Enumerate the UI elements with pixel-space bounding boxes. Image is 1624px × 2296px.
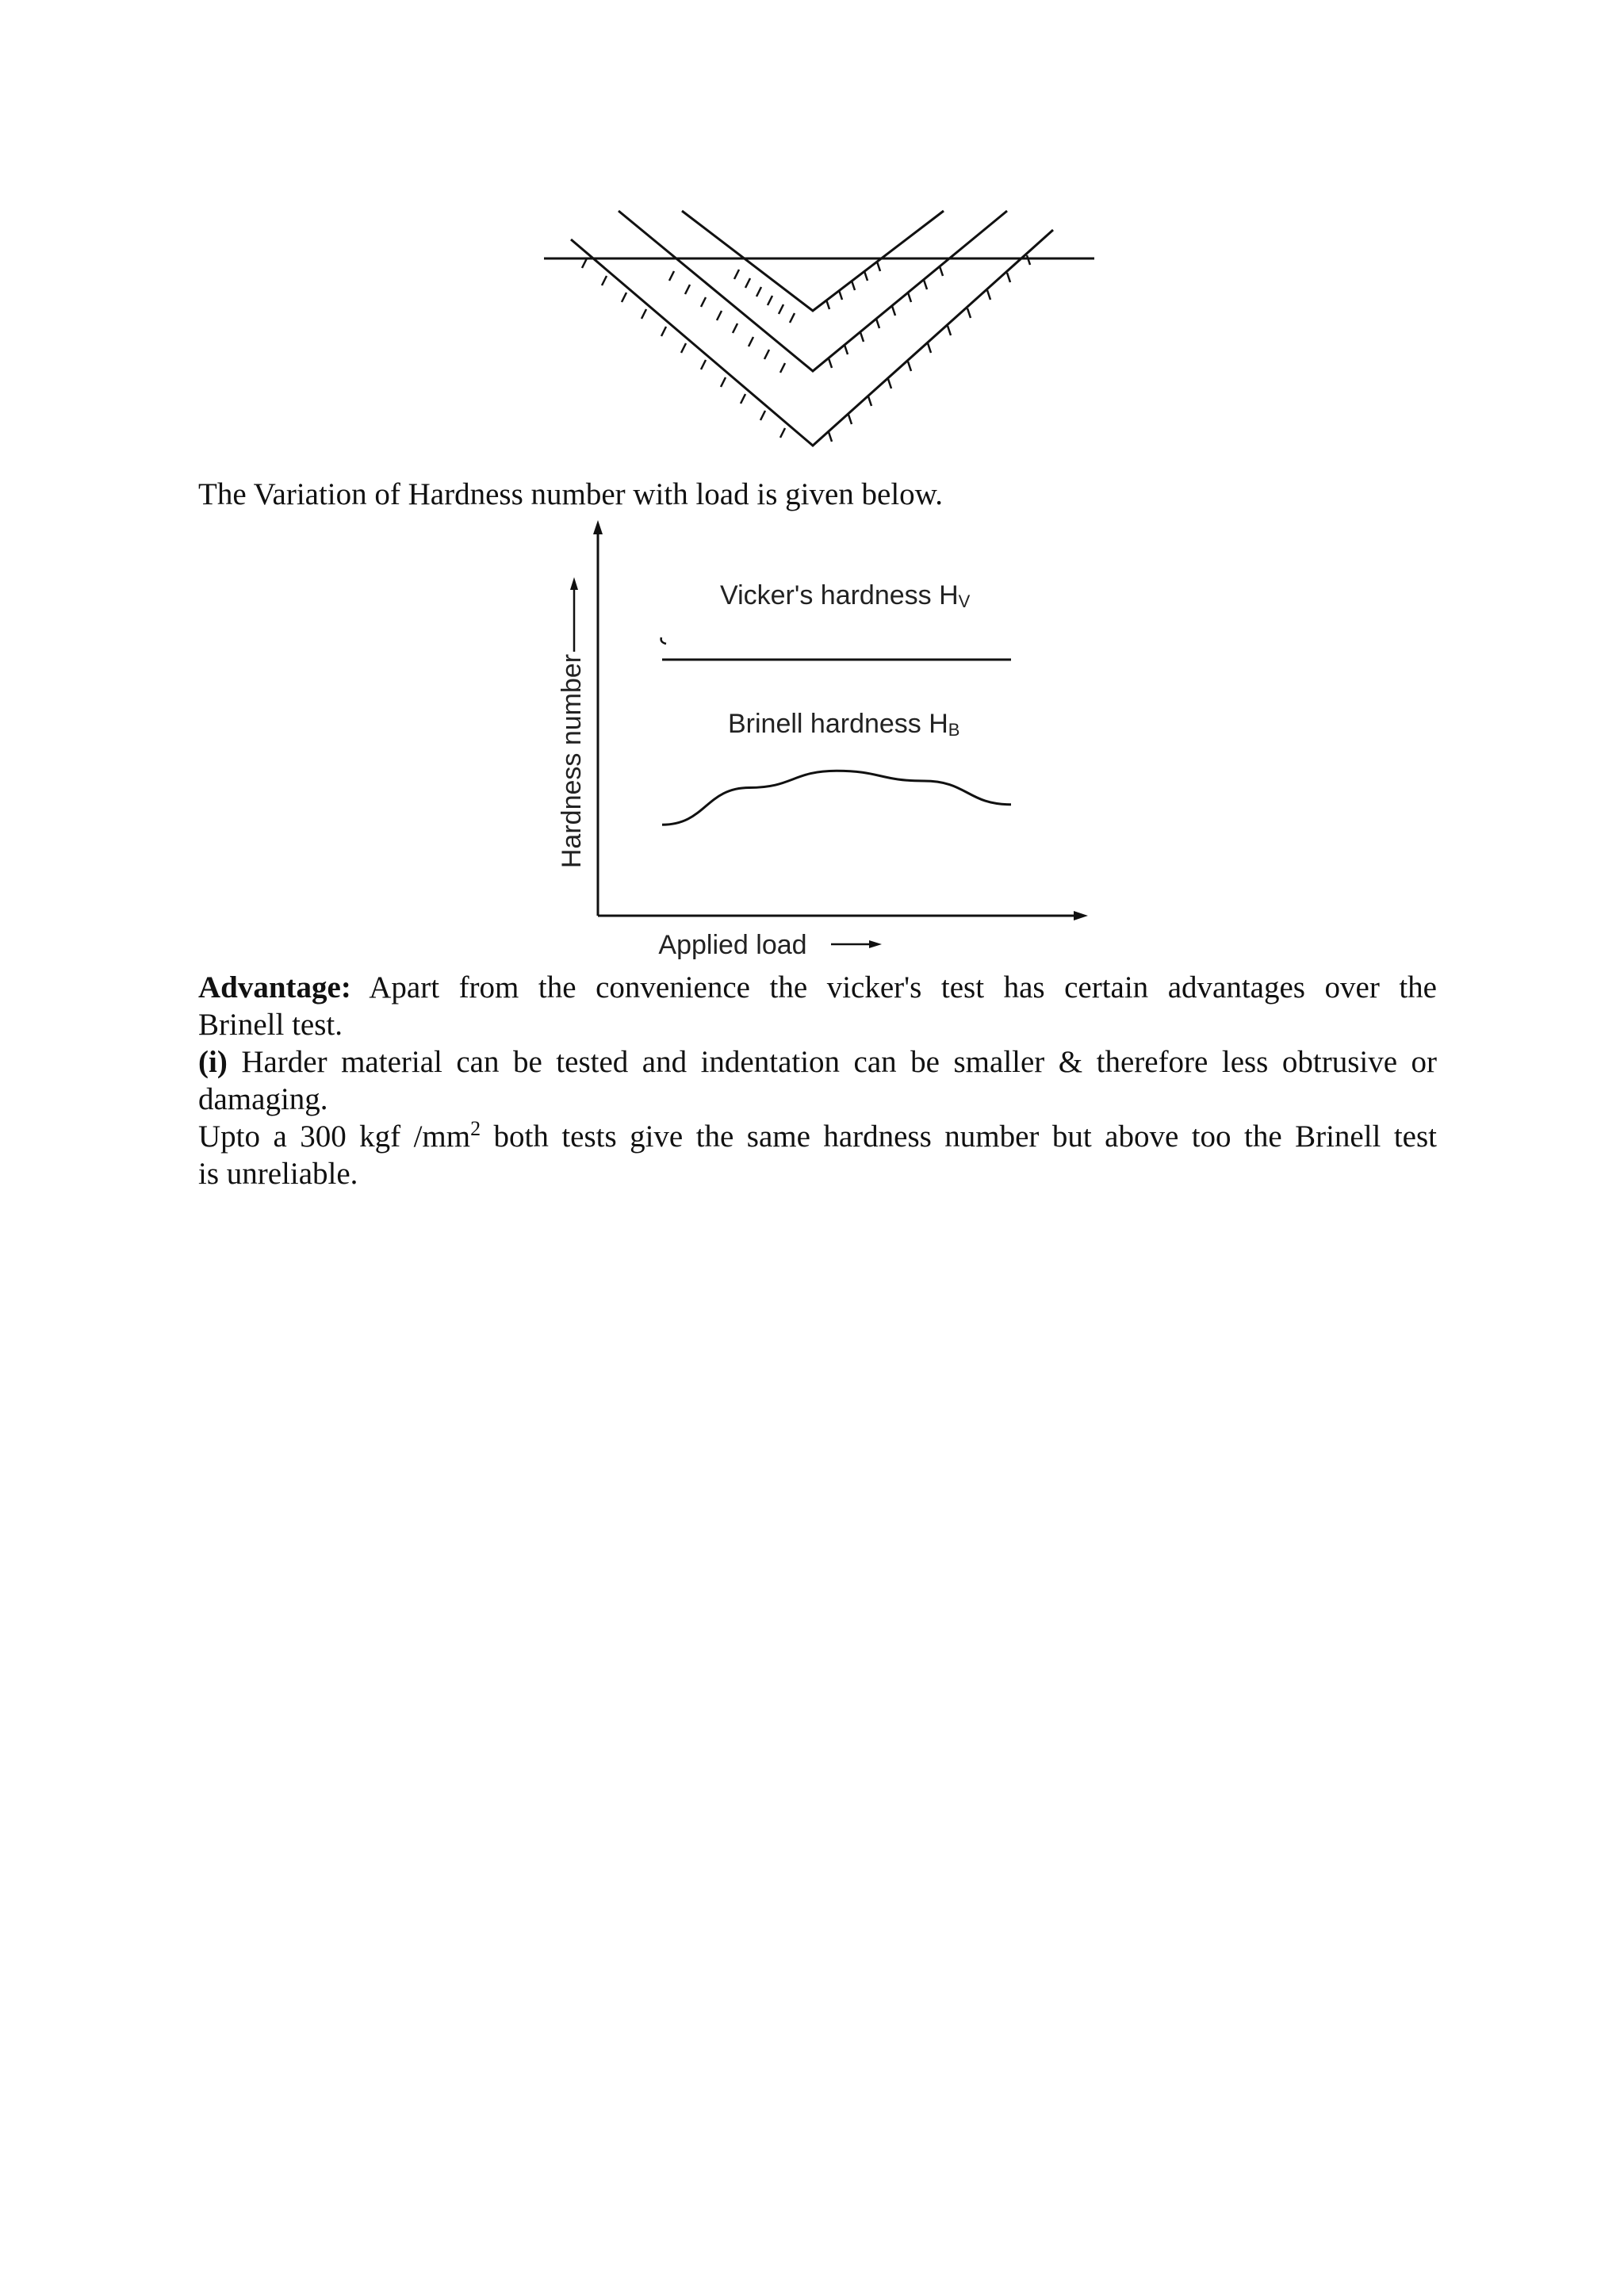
note-superscript: 2 [470,1117,481,1140]
y-label-arrowhead [570,577,578,590]
note-text-pre: Upto a 300 kgf /mm [198,1119,471,1154]
note-line-1 [198,1118,1437,1155]
brinell-series-label: Brinell hardness HB [728,709,960,740]
vickers-indentation-diagram [539,206,1110,460]
y-axis-label: Hardness number [557,653,587,869]
advantage-line-1 [198,969,1437,1006]
x-label-arrowhead [869,940,882,948]
point-i-text-1: Harder material can be tested and indentation can be smaller & therefore less obtrusive or [241,1045,1438,1079]
vickers-series-label: Vicker's hardness HV [720,580,971,611]
point-i-line-1 [198,1043,1437,1081]
advantage-heading: Advantage: [198,970,351,1004]
advantage-line-2: Brinell test. [198,1008,343,1042]
advantage-text-1: Apart from the convenience the vicker's test has certain advantages over the [369,970,1437,1004]
note-line-2: is unreliable. [198,1157,358,1191]
indentation-large [571,230,1053,446]
point-i-marker: (i) [198,1045,228,1079]
note-text-post: both tests give the same hardness number but above too the Brinell test [481,1119,1437,1154]
hatching [582,255,1030,442]
x-axis-arrowhead [1074,911,1088,920]
y-axis-arrowhead [593,520,603,534]
point-i-line-2: damaging. [198,1082,328,1116]
x-axis-label: Applied load [658,930,807,960]
vickers-line-start-tick [661,637,666,644]
hardness-vs-load-chart [539,515,1110,967]
brinell-hardness-curve [662,771,1011,825]
indentation-medium [619,211,1007,371]
intro-text: The Variation of Hardness number with load is given below. [198,477,944,511]
